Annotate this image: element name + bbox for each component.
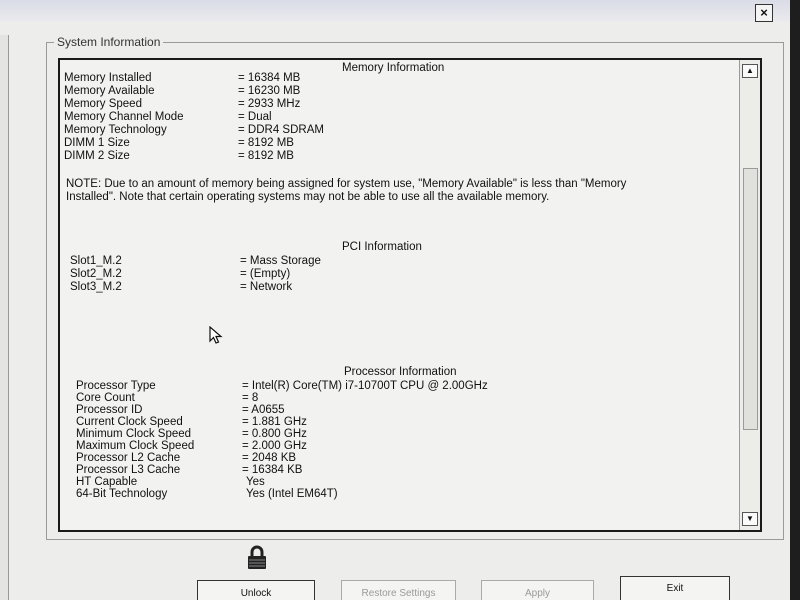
monitor-bezel <box>790 0 800 600</box>
processor-section-title: Processor Information <box>344 366 457 378</box>
row-label: Slot3_M.2 <box>70 281 122 293</box>
scroll-thumb[interactable] <box>743 168 758 430</box>
memory-row <box>64 124 324 136</box>
row-label: Slot2_M.2 <box>70 268 122 280</box>
processor-row <box>76 380 488 392</box>
processor-row <box>76 416 307 428</box>
row-value: = DDR4 SDRAM <box>238 124 324 136</box>
row-label: HT Capable <box>76 476 138 488</box>
row-label: DIMM 1 Size <box>64 137 130 149</box>
row-label: Processor L2 Cache <box>76 452 181 464</box>
row-value: = 16384 KB <box>242 464 303 476</box>
processor-row <box>76 452 297 464</box>
processor-row <box>76 488 338 500</box>
row-label: Maximum Clock Speed <box>76 440 195 452</box>
close-icon: × <box>760 5 768 20</box>
row-label: Minimum Clock Speed <box>76 428 192 440</box>
row-value: Yes (Intel EM64T) <box>246 488 338 500</box>
memory-row <box>64 137 294 149</box>
restore-settings-button[interactable]: Restore Settings <box>341 580 456 600</box>
pci-row <box>70 268 291 280</box>
title-bar <box>0 0 790 22</box>
row-value: = 1.881 GHz <box>242 416 307 428</box>
vertical-scrollbar[interactable] <box>739 60 760 530</box>
row-value: = Intel(R) Core(TM) i7-10700T CPU @ 2.00GHz <box>242 380 488 392</box>
row-value: = 8192 MB <box>238 137 294 149</box>
row-value: = Dual <box>238 111 272 123</box>
processor-row <box>76 428 307 440</box>
left-pane-edge <box>0 35 9 600</box>
row-label: Memory Installed <box>64 72 152 84</box>
memory-row <box>64 150 294 162</box>
row-label: Slot1_M.2 <box>70 255 122 267</box>
row-label: Memory Technology <box>64 124 167 136</box>
memory-row <box>64 98 301 110</box>
row-label: DIMM 2 Size <box>64 150 130 162</box>
row-label: Memory Speed <box>64 98 142 110</box>
row-value: = 2048 KB <box>242 452 297 464</box>
row-value: = 2933 MHz <box>238 98 301 110</box>
memory-row <box>64 72 301 84</box>
row-label: Core Count <box>76 392 135 404</box>
row-value: = (Empty) <box>240 268 291 280</box>
row-label: 64-Bit Technology <box>76 488 168 500</box>
apply-button[interactable]: Apply <box>481 580 594 600</box>
close-button[interactable] <box>755 4 773 22</box>
row-value: = 8 <box>242 392 259 404</box>
row-value: = A0655 <box>242 404 285 416</box>
memory-row <box>64 85 301 97</box>
row-label: Processor ID <box>76 404 143 416</box>
scroll-down-button[interactable] <box>742 512 758 526</box>
processor-row <box>76 404 285 416</box>
row-label: Processor L3 Cache <box>76 464 181 476</box>
pci-row <box>70 281 293 293</box>
row-value: Yes <box>246 476 265 488</box>
mouse-pointer-icon <box>209 326 225 346</box>
row-label: Processor Type <box>76 380 156 392</box>
row-value: = 8192 MB <box>238 150 294 162</box>
chevron-up-icon: ▲ <box>746 66 754 75</box>
row-value: = 0.800 GHz <box>242 428 307 440</box>
pci-section-title: PCI Information <box>342 241 422 253</box>
scroll-up-button[interactable] <box>742 64 758 78</box>
row-value: = 16384 MB <box>238 72 301 84</box>
memory-note: NOTE: Due to an amount of memory being assigned for system use, "Memory Available" is less than "Memory Installed". Note that certain operating systems may not be able to use all the available memory. <box>66 178 627 203</box>
row-value: = 16230 MB <box>238 85 301 97</box>
memory-row <box>64 111 272 123</box>
row-label: Memory Channel Mode <box>64 111 184 123</box>
info-content <box>60 60 738 530</box>
row-value: = Mass Storage <box>240 255 321 267</box>
lock-icon <box>246 545 268 571</box>
memory-section-title: Memory Information <box>342 62 445 74</box>
row-value: = 2.000 GHz <box>242 440 307 452</box>
group-title: System Information <box>54 35 163 49</box>
info-panel <box>58 58 762 532</box>
unlock-button[interactable]: Unlock <box>197 580 315 600</box>
chevron-down-icon: ▼ <box>746 514 754 523</box>
processor-row <box>76 464 303 476</box>
exit-button[interactable]: Exit <box>620 576 730 600</box>
processor-row <box>76 440 307 452</box>
row-label: Memory Available <box>64 85 155 97</box>
processor-row <box>76 392 259 404</box>
processor-row <box>76 476 265 488</box>
row-label: Current Clock Speed <box>76 416 183 428</box>
pci-row <box>70 255 321 267</box>
row-value: = Network <box>240 281 293 293</box>
